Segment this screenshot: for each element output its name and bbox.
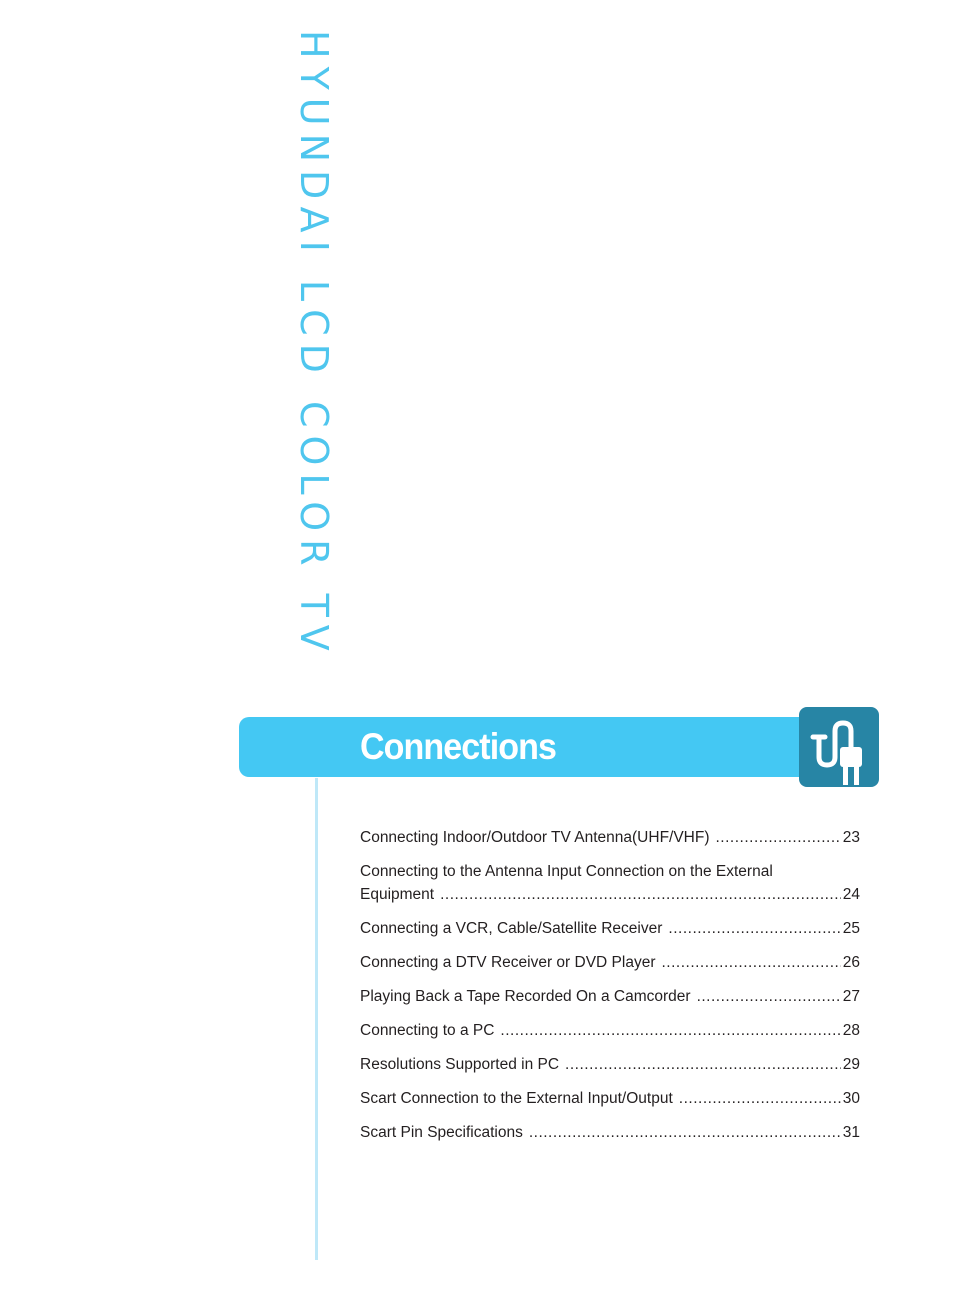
toc-entry-title: Scart Connection to the External Input/Output <box>360 1090 673 1107</box>
dot-leader <box>440 883 841 906</box>
toc-page-number: 29 <box>842 1056 860 1073</box>
toc-page-number: 24 <box>842 886 860 903</box>
toc-entry[interactable] <box>360 1121 860 1144</box>
toc-entry[interactable] <box>360 951 860 974</box>
toc-entry[interactable] <box>360 1053 860 1076</box>
vertical-divider <box>315 778 318 1260</box>
dot-leader <box>697 985 841 1008</box>
dot-leader <box>668 917 840 940</box>
toc-entry-title: Connecting a VCR, Cable/Satellite Receiver <box>360 920 663 937</box>
dot-leader <box>500 1019 840 1042</box>
section-title: Connections <box>360 726 557 767</box>
toc-page-number: 27 <box>842 988 860 1005</box>
toc-page-number: 26 <box>842 954 860 971</box>
toc-page-number: 23 <box>842 829 860 846</box>
toc-entry-title: Equipment <box>360 886 435 903</box>
toc-entry-title-line: Connecting to the Antenna Input Connection on the External <box>360 863 773 880</box>
table-of-contents <box>360 826 860 1155</box>
toc-entry[interactable] <box>360 1087 860 1110</box>
toc-entry-title: Playing Back a Tape Recorded On a Camcorder <box>360 988 691 1005</box>
dot-leader <box>679 1087 841 1110</box>
toc-entry-title: Connecting to a PC <box>360 1022 495 1039</box>
toc-page-number: 25 <box>842 920 860 937</box>
toc-entry[interactable] <box>360 917 860 940</box>
power-plug-icon <box>799 707 879 787</box>
toc-entry-title: Connecting a DTV Receiver or DVD Player <box>360 954 656 971</box>
toc-entry[interactable] <box>360 860 860 906</box>
toc-page-number: 28 <box>842 1022 860 1039</box>
toc-entry[interactable] <box>360 1019 860 1042</box>
dot-leader <box>716 826 841 849</box>
toc-entry[interactable] <box>360 826 860 849</box>
dot-leader <box>529 1121 841 1144</box>
toc-entry-title: Scart Pin Specifications <box>360 1124 523 1141</box>
toc-entry-title: Resolutions Supported in PC <box>360 1056 560 1073</box>
toc-page-number: 31 <box>842 1124 860 1141</box>
dot-leader <box>565 1053 841 1076</box>
toc-entry[interactable] <box>360 985 860 1008</box>
toc-entry-title: Connecting Indoor/Outdoor TV Antenna(UHF/VHF) <box>360 829 710 846</box>
vertical-brand-text: HYUNDAI LCD COLOR TV <box>292 30 336 659</box>
dot-leader <box>661 951 840 974</box>
toc-page-number: 30 <box>842 1090 860 1107</box>
